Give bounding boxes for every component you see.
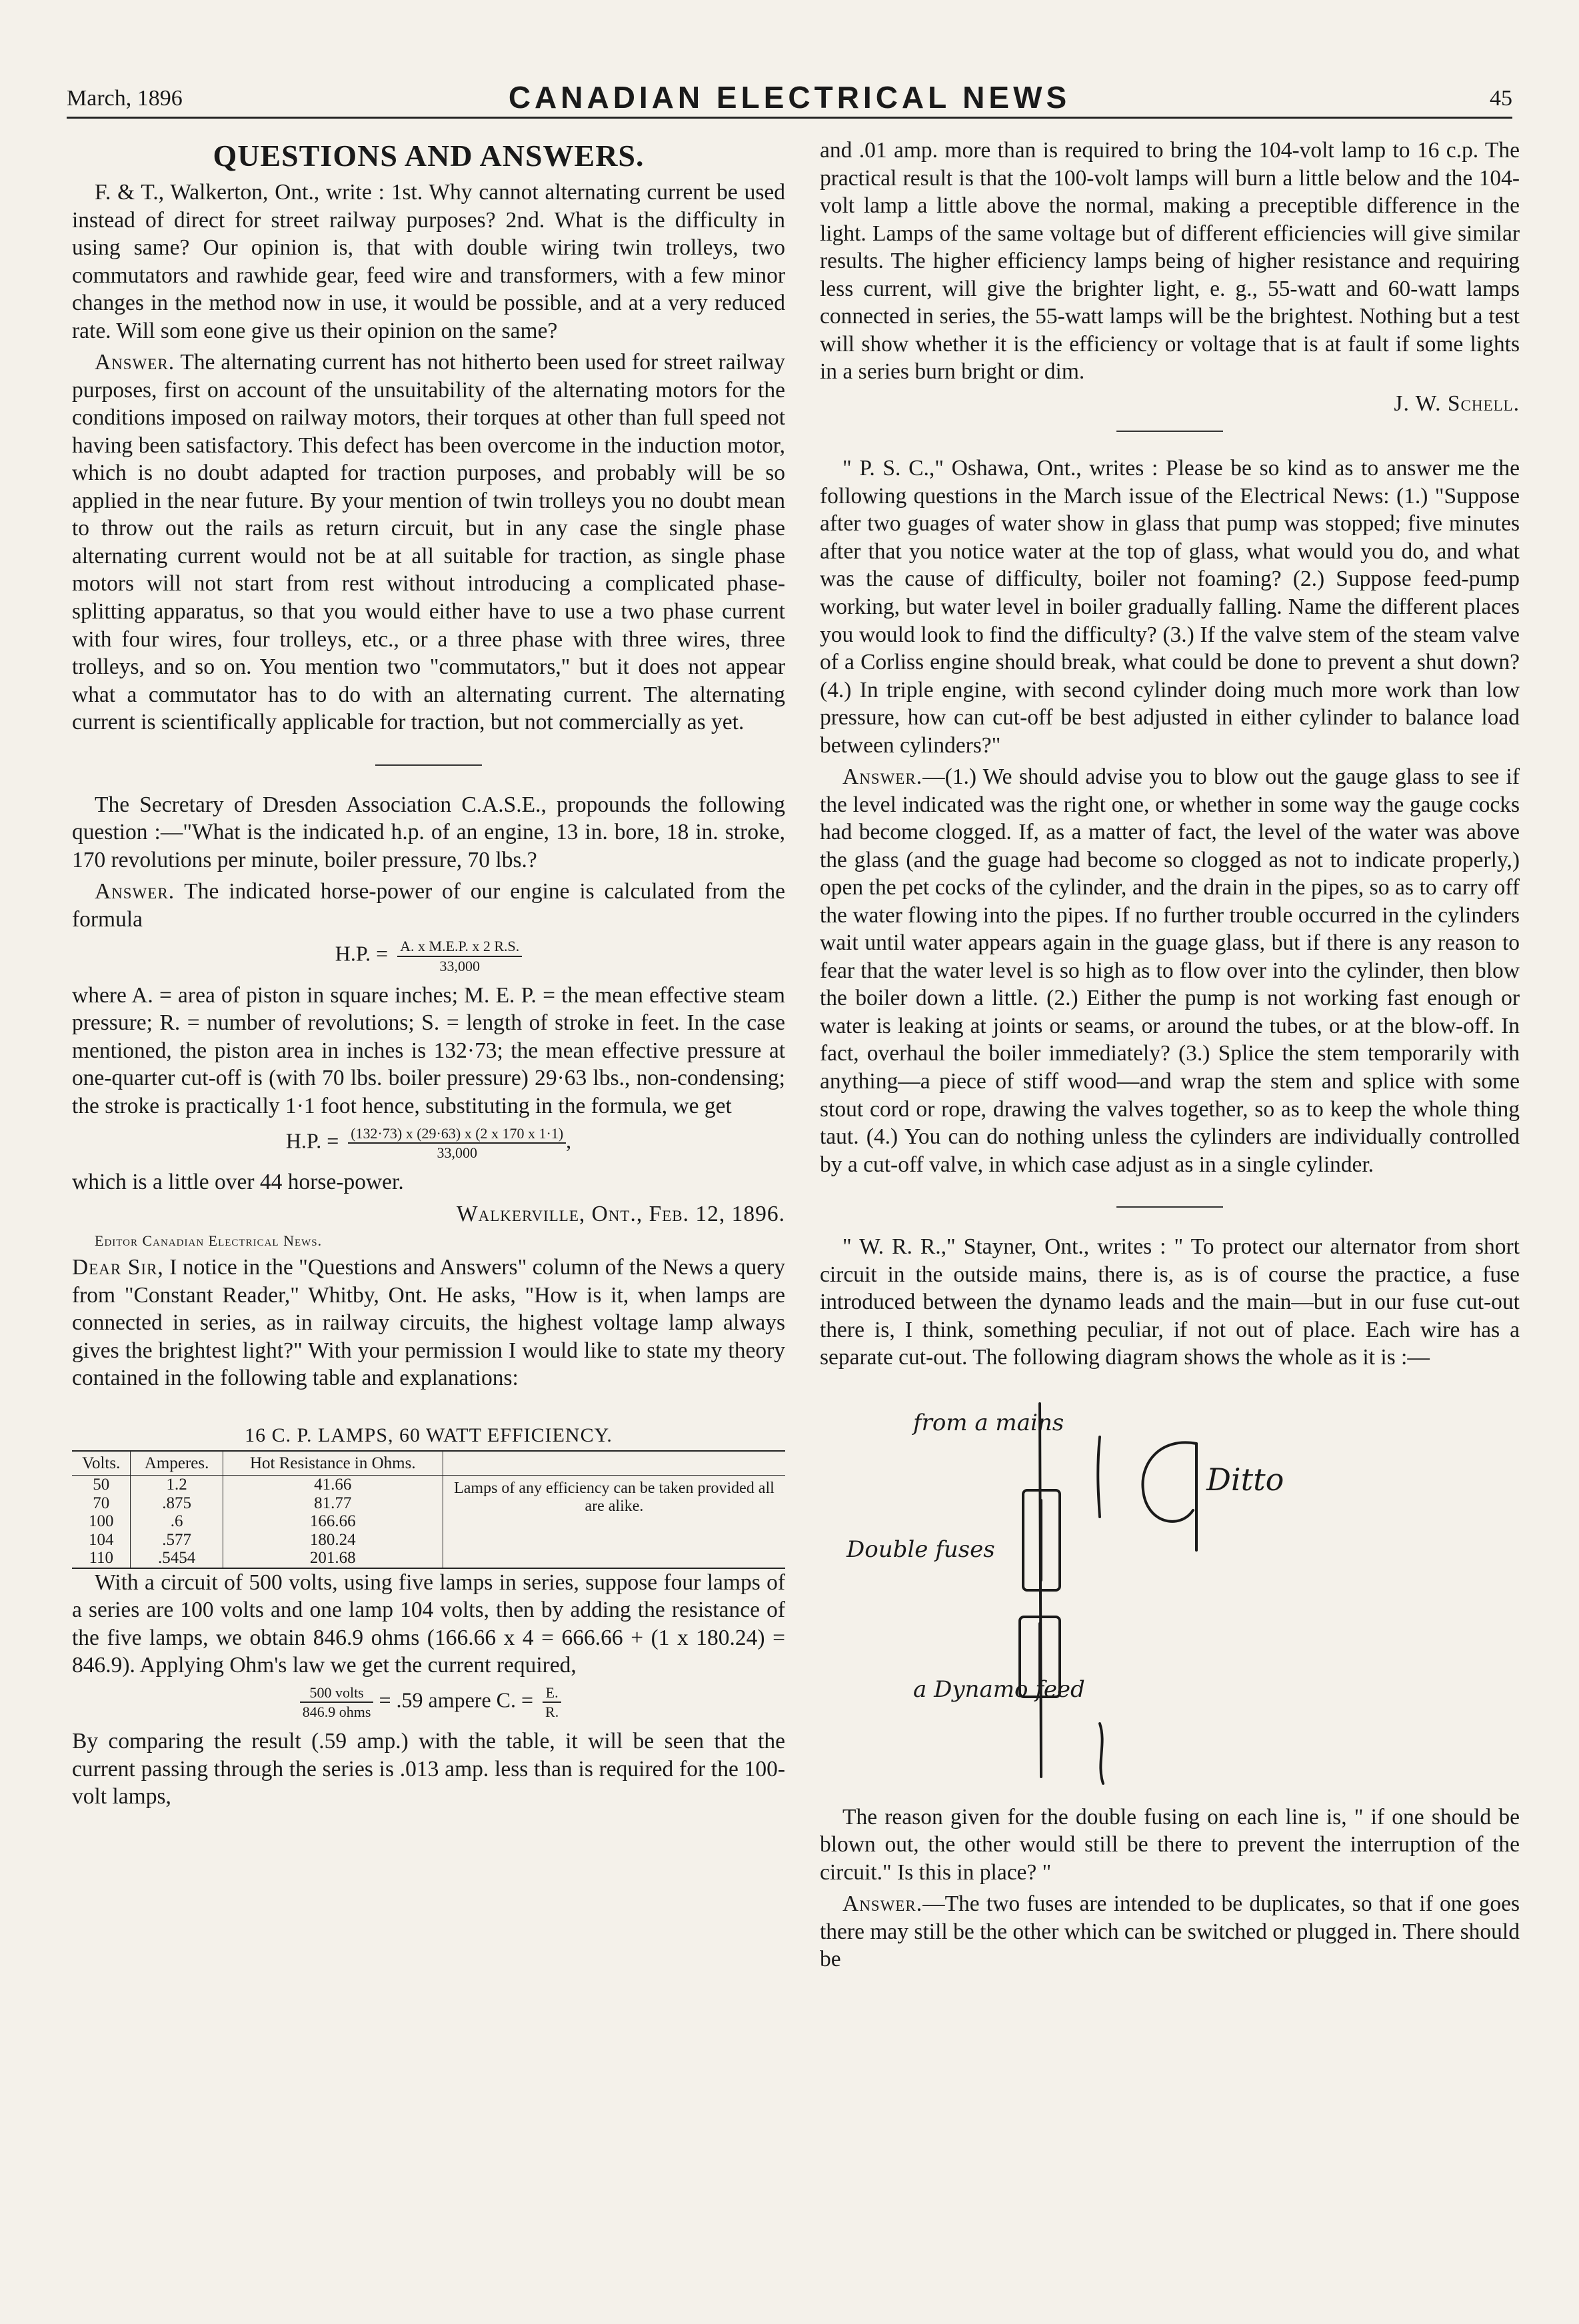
label-double-fuses: Double fuses <box>846 1536 995 1563</box>
cell: 201.68 <box>223 1549 443 1568</box>
question-1: F. & T., Walkerton, Ont., write : 1st. Why cannot alternating current be used instead of direct for street railway purposes? 2nd. What is the difficulty in using same? Our opinion is, that with double wiring twin trolleys, two commutators and rawhide gear, feed wire and transformers, with a few minor changes in the method now in use, it would be possible, and at a very reduced rate. Will som eone give us their opinion on the same? <box>72 180 785 343</box>
cell: .875 <box>131 1494 223 1513</box>
label-ditto: Ditto <box>1206 1461 1284 1498</box>
letter-dateline: Walkerville, Ont., Feb. 12, 1896. <box>457 1201 785 1226</box>
cell: 180.24 <box>223 1531 443 1550</box>
ditto-loop <box>1142 1442 1196 1521</box>
ohms-law-paragraph: With a circuit of 500 volts, using five lamps in series, suppose four lamps of a series are 100 volts and one lamp 104 volts, then by adding the resistance of the five lamps, we obtain 846.9 ohms (166.66 x 4 = 666.66 + (1 x 180.24) = 846.9). Applying Ohm's law we get the current required, <box>72 1570 785 1678</box>
formula-numerator: (132·73) x (29·63) x (2 x 170 x 1·1) <box>348 1124 566 1144</box>
col-volts: Volts. <box>72 1451 131 1476</box>
page-number: 45 <box>1490 86 1512 111</box>
formula-current <box>72 1684 785 1722</box>
answer-2 <box>72 878 785 933</box>
col-resistance: Hot Resistance in Ohms. <box>223 1451 443 1476</box>
right-wire-top <box>1098 1437 1100 1517</box>
page-header <box>67 70 1512 119</box>
table-header-row <box>72 1451 785 1476</box>
cell: 104 <box>88 1530 114 1549</box>
letter-salutation: Dear Sir, <box>72 1255 164 1280</box>
left-column <box>72 137 785 1815</box>
answer-label: Answer. <box>95 350 175 375</box>
formula-hp <box>72 937 785 975</box>
answer-label: Answer. <box>95 879 175 904</box>
table-row <box>72 1476 785 1494</box>
answer-2-text: The indicated horse-power of our engine is calculated from the formula <box>72 879 785 932</box>
formula-fraction <box>300 1684 374 1722</box>
letter-signature: J. W. Schell. <box>1394 391 1520 416</box>
formula-r: R. <box>545 1704 559 1721</box>
cell: 110 <box>89 1549 114 1568</box>
cell: 1.2 <box>131 1476 223 1494</box>
formula-hp-substituted: H.P. = $\frac{(132\cdot 73) x (29\cdot 63) x (2 x 170 x 1\cdot 1)}{33,000}$ , <box>285 1124 572 1161</box>
fuse-diagram <box>820 1390 1520 1790</box>
question-4-reason: The reason given for the double fusing on each line is, " if one should be blown out, the other would still be there to prevent the interruption of the circuit." Is this in place? " <box>820 1804 1520 1885</box>
formula-lhs: H.P. = <box>285 1128 339 1153</box>
cell: .5454 <box>131 1549 223 1568</box>
label-from-mains: from a mains <box>913 1409 1064 1436</box>
answer-4-text: —The two fuses are intended to be duplicates, so that if one goes there may still be the other which can be switched or plugged in. There should be <box>820 1891 1520 1972</box>
formula-lhs: H.P. = <box>335 941 389 966</box>
formula-numerator: 500 volts <box>300 1684 374 1703</box>
formula-result: which is a little over 44 horse-power. <box>72 1170 404 1195</box>
cell: 100 <box>88 1512 114 1531</box>
formula-denominator: 33,000 <box>437 1144 477 1161</box>
cell: 81.77 <box>223 1494 443 1513</box>
label-dynamo-feed: a Dynamo feed <box>913 1676 1085 1703</box>
formula-fraction <box>348 1124 566 1162</box>
table-title: 16 C. P. LAMPS, 60 WATT EFFICIENCY. <box>245 1424 613 1447</box>
answer-label: Answer. <box>842 764 923 790</box>
cell: .577 <box>131 1531 223 1550</box>
letter-continuation: and .01 amp. more than is required to bring the 104-volt lamp to 16 c.p. The practical result is that the 100-volt lamps will burn a little below and the 104-volt lamp a little above the normal, making a preceptible difference in the light. Lamps of the same voltage but of different efficiencies will give similar results. The higher efficiency lamps being of higher resistance and requiring less current, will give the brighter light, e. g., 55-watt and 60-watt lamps connected in series, the 55-watt lamps will be the brightest. Nothing but a test will show whether it is the efficiency or voltage that is at fault if some lights in a series burn bright or dim. <box>820 138 1520 385</box>
answer-1 <box>72 349 785 736</box>
formula-denominator: 846.9 ohms <box>302 1704 371 1721</box>
cell: 41.66 <box>223 1476 443 1494</box>
fuse-diagram-sketch <box>820 1390 1520 1790</box>
answer-4 <box>820 1890 1520 1973</box>
divider <box>1116 431 1223 432</box>
cell: .6 <box>131 1512 223 1531</box>
formula-explanation: where A. = area of piston in square inches; M. E. P. = the mean effective steam pressure; R. = number of revolutions; S. = length of stroke in feet. In the case mentioned, the piston area in inches is 132·73; the mean effective pressure at one-quarter cut-off is (with 70 lbs. boiler pressure) 29·63 lbs., non-condensing; the stroke is practically 1·1 foot hence, substituting in the formula, we get <box>72 982 785 1118</box>
divider <box>375 764 482 766</box>
section-title: QUESTIONS AND ANSWERS. <box>213 139 645 173</box>
divider <box>1116 1206 1223 1208</box>
cell: 70 <box>93 1494 110 1512</box>
letter-body <box>72 1254 785 1392</box>
letter-text: I notice in the "Questions and Answers" column of the News a query from "Constant Reader," Whitby, Ont. He asks, "How is it, when lamps are connected in series, as in railway circuits, the highest voltage lamp always gives the brightest light?" With your permission I would like to state my theory contained in the following table and explanations: <box>72 1255 785 1391</box>
lamps-table <box>72 1450 785 1569</box>
right-column <box>820 137 1520 1977</box>
question-3: " P. S. C.," Oshawa, Ont., writes : Please be so kind as to answer me the following questions in the March issue of the Electrical News: (1.) "Suppose after two guages of water show in glass that pump was stopped; five minutes after that you notice water at the top of glass, what would you do, and what was the cause of difficulty, boiler not foaming? (2.) Suppose feed-pump working, but water level in boiler gradually falling. Name the different places you would look to find the difficulty? (3.) If the valve stem of the steam valve of a Corliss engine should break, what could be done to prevent a shut down? (4.) In triple engine, with second cylinder doing much more work than low pressure, how can cut-off be best adjusted in either cylinder to balance load between cylinders?" <box>820 456 1520 758</box>
formula-e: E. <box>543 1684 561 1703</box>
cell: 50 <box>93 1476 110 1494</box>
answer-3-text: —(1.) We should advise you to blow out the gauge glass to see if the level indicated was the right one, or whether in some way the gauge cocks had become clogged. If, as a matter of fact, the level of the water was above the glass (and the guage had become so clogged as not to indicate properly,) open the pet cocks of the cylinder, and the drain in the pipes, so as to carry off the water flowing into the pipes. If no further trouble occurred in the cylinders wait until water appears again in the guage glass, but if there is any reason to fear that the water level is so high as to flow over into the cylinder, then blow the boiler down a little. (2.) Either the pump is not working fast enough or water is leaking at joints or seams, or around the tubes, or at the blow-off. In fact, overhaul the boiler immediately? (3.) Splice the stem temporarily with anything—a piece of stiff wood—and wrap the stem and splice with some stout cord or rope, drawing the valves together, so as to keep the whole thing taut. (4.) You can do nothing unless the cylinders are individually controlled by a cut-off valve, in which case adjust as in a single cylinder. <box>820 764 1520 1177</box>
formula-denominator: 33,000 <box>439 957 480 974</box>
formula-e-over-r <box>543 1684 561 1722</box>
col-note <box>443 1451 785 1476</box>
table-note: Lamps of any efficiency can be taken provided all are alike. <box>443 1476 785 1568</box>
right-wire-bottom <box>1100 1724 1103 1783</box>
masthead: CANADIAN ELECTRICAL NEWS <box>508 80 1071 115</box>
question-4: " W. R. R.," Stayner, Ont., writes : " To protect our alternator from short circuit in the outside mains, there is, as is of course the practice, a fuse introduced between the dynamo leads and the main—but in our fuse cut-out there is, I think, something peculiar, if not out of place. Each wire has a separate cut-out. The following diagram shows the whole as it is :— <box>820 1234 1520 1370</box>
letter-editor-line: Editor Canadian Electrical News. <box>95 1232 323 1250</box>
answer-label: Answer. <box>842 1891 923 1917</box>
cell: 166.66 <box>223 1512 443 1531</box>
issue-date: March, 1896 <box>67 86 183 111</box>
formula-fraction <box>397 937 522 975</box>
col-amperes: Amperes. <box>131 1451 223 1476</box>
answer-3 <box>820 763 1520 1178</box>
formula-numerator: A. x M.E.P. x 2 R.S. <box>397 937 522 956</box>
question-2: The Secretary of Dresden Association C.A.S.E., propounds the following question :—"What is the indicated h.p. of an engine, 13 in. bore, 18 in. stroke, 170 revolutions per minute, boiler pressure, 70 lbs.? <box>72 792 785 872</box>
answer-1-text: The alternating current has not hitherto been used for street railway purposes, first on account of the unsuitability of the alternating motors for the conditions imposed on railway motors, their torques at other than full speed not having been satisfactory. This defect has been overcome in the induction motor, which is no doubt adapted for traction purposes, and probably will be so applied in the near future. By your mention of twin trolleys you no doubt mean to throw out the rails as return circuit, but in any case the single phase alternating current would not be at all suitable for traction, as single phase motors will not start from rest without introducing a complicated phase-splitting apparatus, so that you would either have to use a two phase current with four wires, four trolleys, etc., or a three phase with three wires, three trolleys, and so on. You mention two "commutators," but it does not appear what a commutator has to do with an alternating current. The alternating current is scientifically applicable for traction, but not commercially as yet. <box>72 350 785 735</box>
formula-rest: = .59 ampere C. = <box>379 1688 534 1712</box>
comparison-paragraph: By comparing the result (.59 amp.) with the table, it will be seen that the current passing through the series is .013 amp. less than is required for the 100-volt lamps, <box>72 1729 785 1809</box>
